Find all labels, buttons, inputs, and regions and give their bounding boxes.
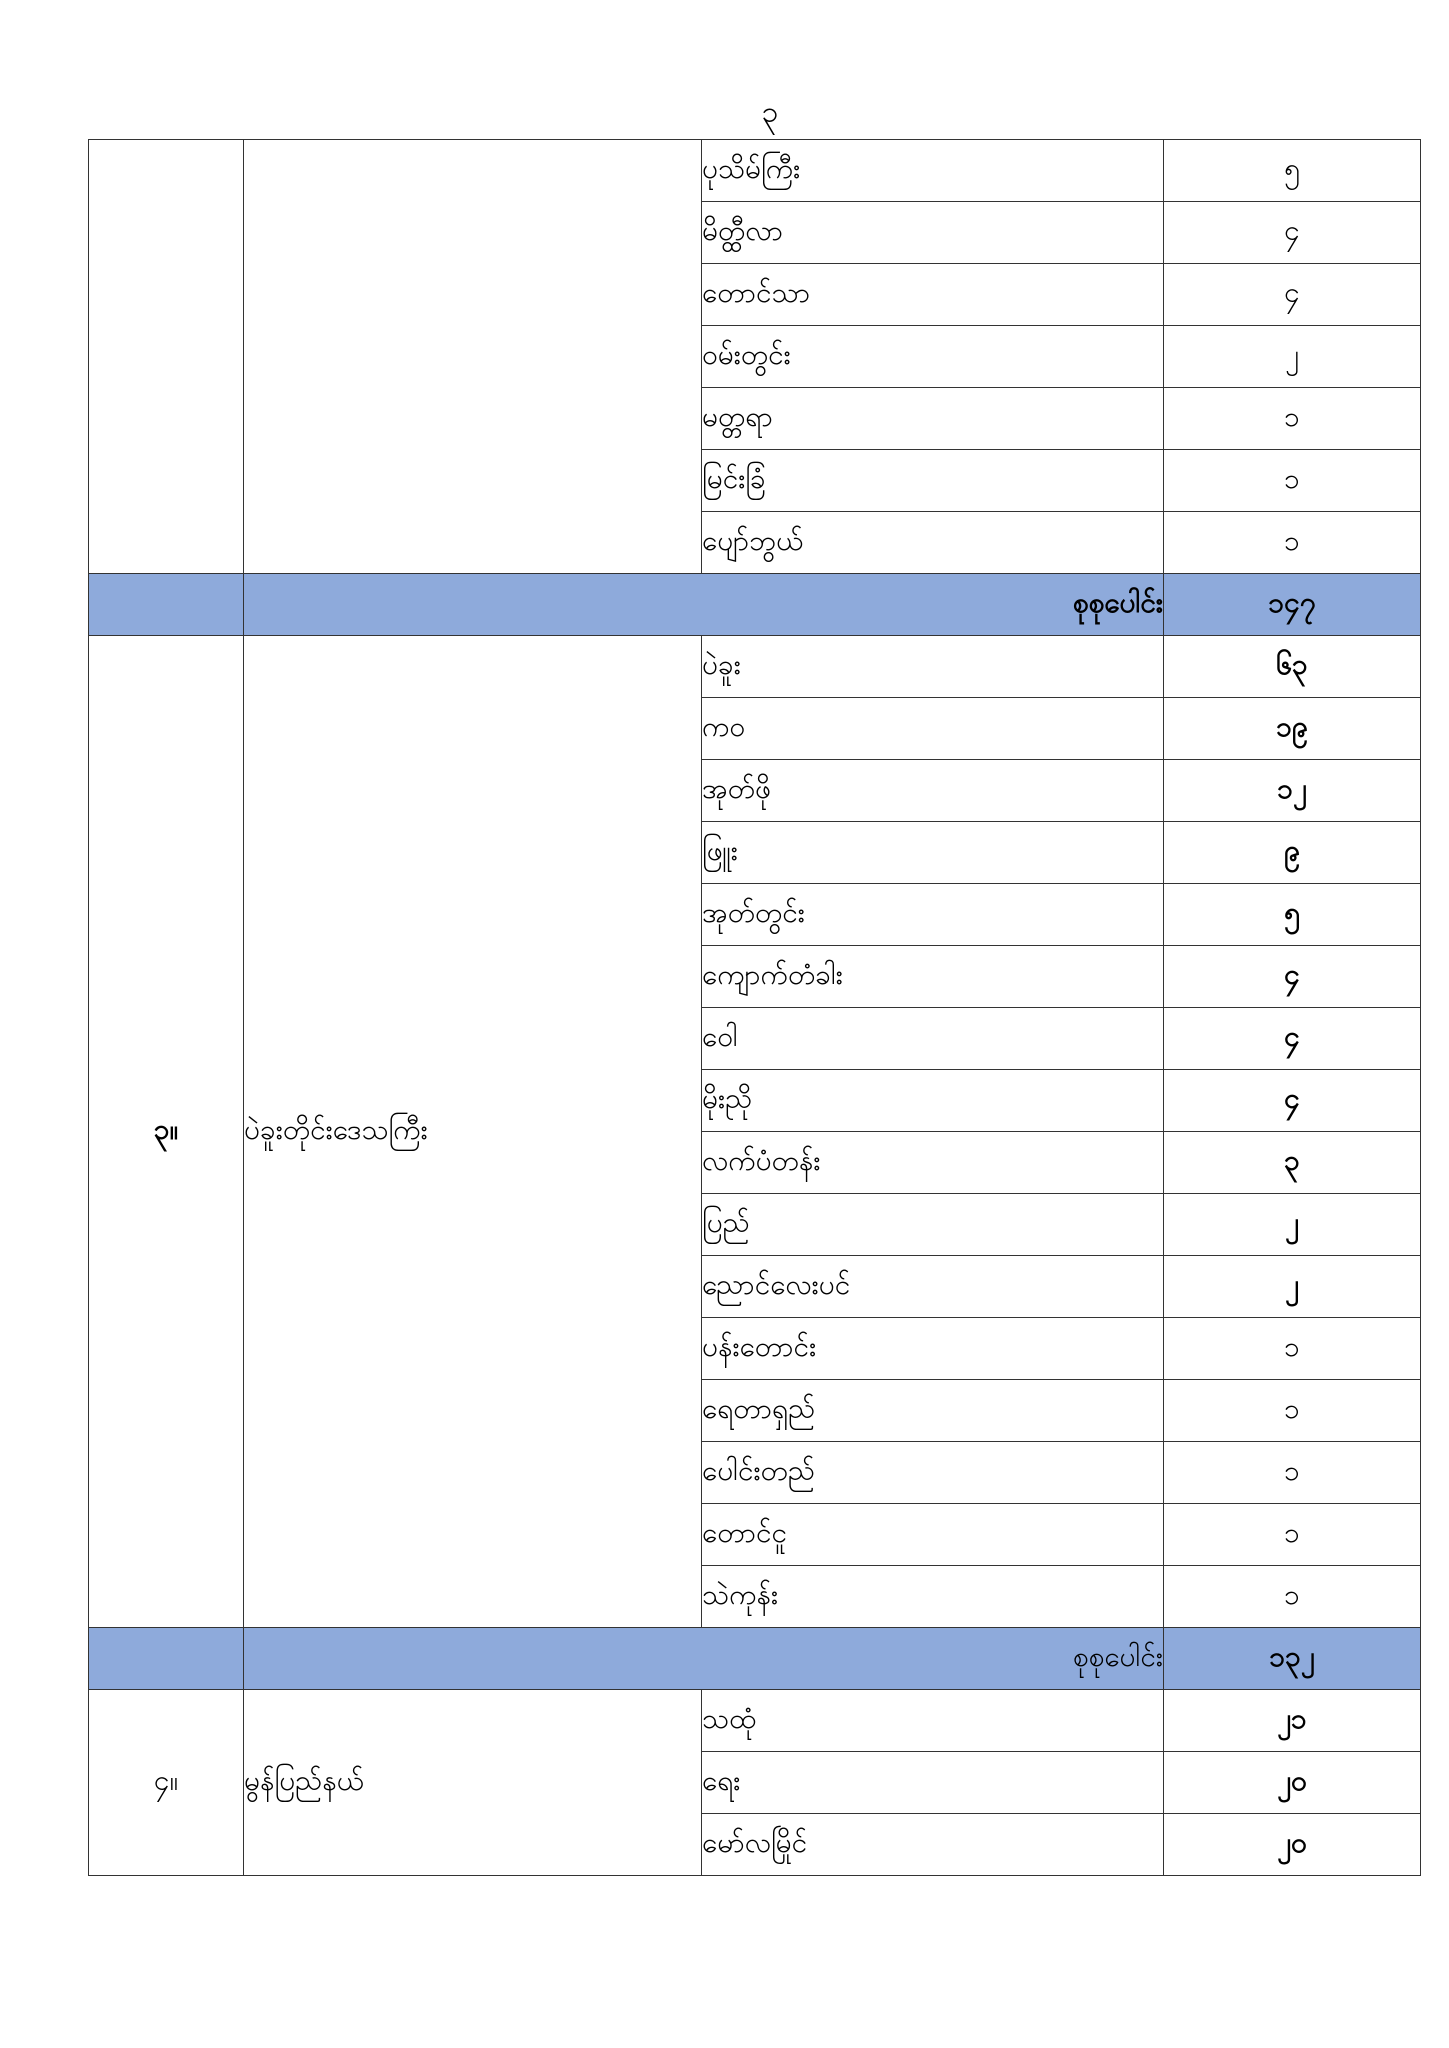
township-cell: ဖြူး (702, 822, 1164, 884)
township-cell: မတ္တရာ (702, 388, 1164, 450)
total-count: ၁၃၂ (1164, 1628, 1421, 1690)
township-cell: ပန်းတောင်း (702, 1318, 1164, 1380)
count-cell: ၁ (1164, 388, 1421, 450)
count-cell: ၂ (1164, 326, 1421, 388)
count-cell: ၁၉ (1164, 698, 1421, 760)
region-cell: ပဲခူးတိုင်းဒေသကြီး (244, 636, 702, 1628)
count-cell: ၁ (1164, 450, 1421, 512)
count-cell: ၂ (1164, 1194, 1421, 1256)
count-cell: ၂၀ (1164, 1752, 1421, 1814)
township-cell: မိုးညို (702, 1070, 1164, 1132)
count-cell: ၁၂ (1164, 760, 1421, 822)
region-cell: မွန်ပြည်နယ် (244, 1690, 702, 1876)
count-cell: ၄ (1164, 202, 1421, 264)
count-cell: ၄ (1164, 1070, 1421, 1132)
row-number-cell: ၄။ (89, 1690, 244, 1876)
count-cell: ၂ (1164, 1256, 1421, 1318)
count-cell: ၁ (1164, 1318, 1421, 1380)
township-cell: ပုသိမ်ကြီး (702, 140, 1164, 202)
total-label: စုစုပေါင်း (244, 1628, 1164, 1690)
township-cell: ပျော်ဘွယ် (702, 512, 1164, 574)
township-cell: မိတ္ထီလာ (702, 202, 1164, 264)
township-cell: ပြည် (702, 1194, 1164, 1256)
township-cell: ဝမ်းတွင်း (702, 326, 1164, 388)
township-cell: လက်ပံတန်း (702, 1132, 1164, 1194)
count-cell: ၁ (1164, 1380, 1421, 1442)
count-cell: ၄ (1164, 264, 1421, 326)
township-cell: တောင်သာ (702, 264, 1164, 326)
total-row (89, 574, 1421, 636)
count-cell: ၁ (1164, 1566, 1421, 1628)
township-cell: မော်လမြိုင် (702, 1814, 1164, 1876)
township-cell: ပဲခူး (702, 636, 1164, 698)
count-cell: ၁ (1164, 1442, 1421, 1504)
count-cell: ၅ (1164, 884, 1421, 946)
township-cell: ကဝ (702, 698, 1164, 760)
township-cell: ရေတာရှည် (702, 1380, 1164, 1442)
count-cell: ၂၁ (1164, 1690, 1421, 1752)
row-number-cell: ၃။ (89, 636, 244, 1628)
count-cell: ၂၀ (1164, 1814, 1421, 1876)
township-cell: အုတ်ဖို (702, 760, 1164, 822)
total-blank-cell (89, 574, 244, 636)
total-label: စုစုပေါင်း (244, 574, 1164, 636)
count-cell: ၄ (1164, 1008, 1421, 1070)
page-number: ၃ (761, 95, 779, 130)
township-cell: ပေါင်းတည် (702, 1442, 1164, 1504)
total-row (89, 1628, 1421, 1690)
count-cell: ၃ (1164, 1132, 1421, 1194)
count-cell: ၁ (1164, 512, 1421, 574)
township-cell: တောင်ငူ (702, 1504, 1164, 1566)
table-row (89, 636, 1421, 698)
total-blank-cell (89, 1628, 244, 1690)
count-cell: ၅ (1164, 140, 1421, 202)
township-cell: သဲကုန်း (702, 1566, 1164, 1628)
township-cell: ညောင်လေးပင် (702, 1256, 1164, 1318)
region-cell (244, 140, 702, 574)
township-cell: မြင်းခြံ (702, 450, 1164, 512)
township-cell: ရေး (702, 1752, 1164, 1814)
count-cell: ၆၃ (1164, 636, 1421, 698)
count-cell: ၁ (1164, 1504, 1421, 1566)
row-number-cell (89, 140, 244, 574)
township-cell: သထုံ (702, 1690, 1164, 1752)
township-cell: ကျောက်တံခါး (702, 946, 1164, 1008)
count-cell: ၄ (1164, 946, 1421, 1008)
total-count: ၁၄၇ (1164, 574, 1421, 636)
township-table (88, 139, 1421, 1876)
table-row (89, 140, 1421, 202)
count-cell: ၉ (1164, 822, 1421, 884)
township-cell: အုတ်တွင်း (702, 884, 1164, 946)
table-row (89, 1690, 1421, 1752)
township-cell: ဝေါ (702, 1008, 1164, 1070)
